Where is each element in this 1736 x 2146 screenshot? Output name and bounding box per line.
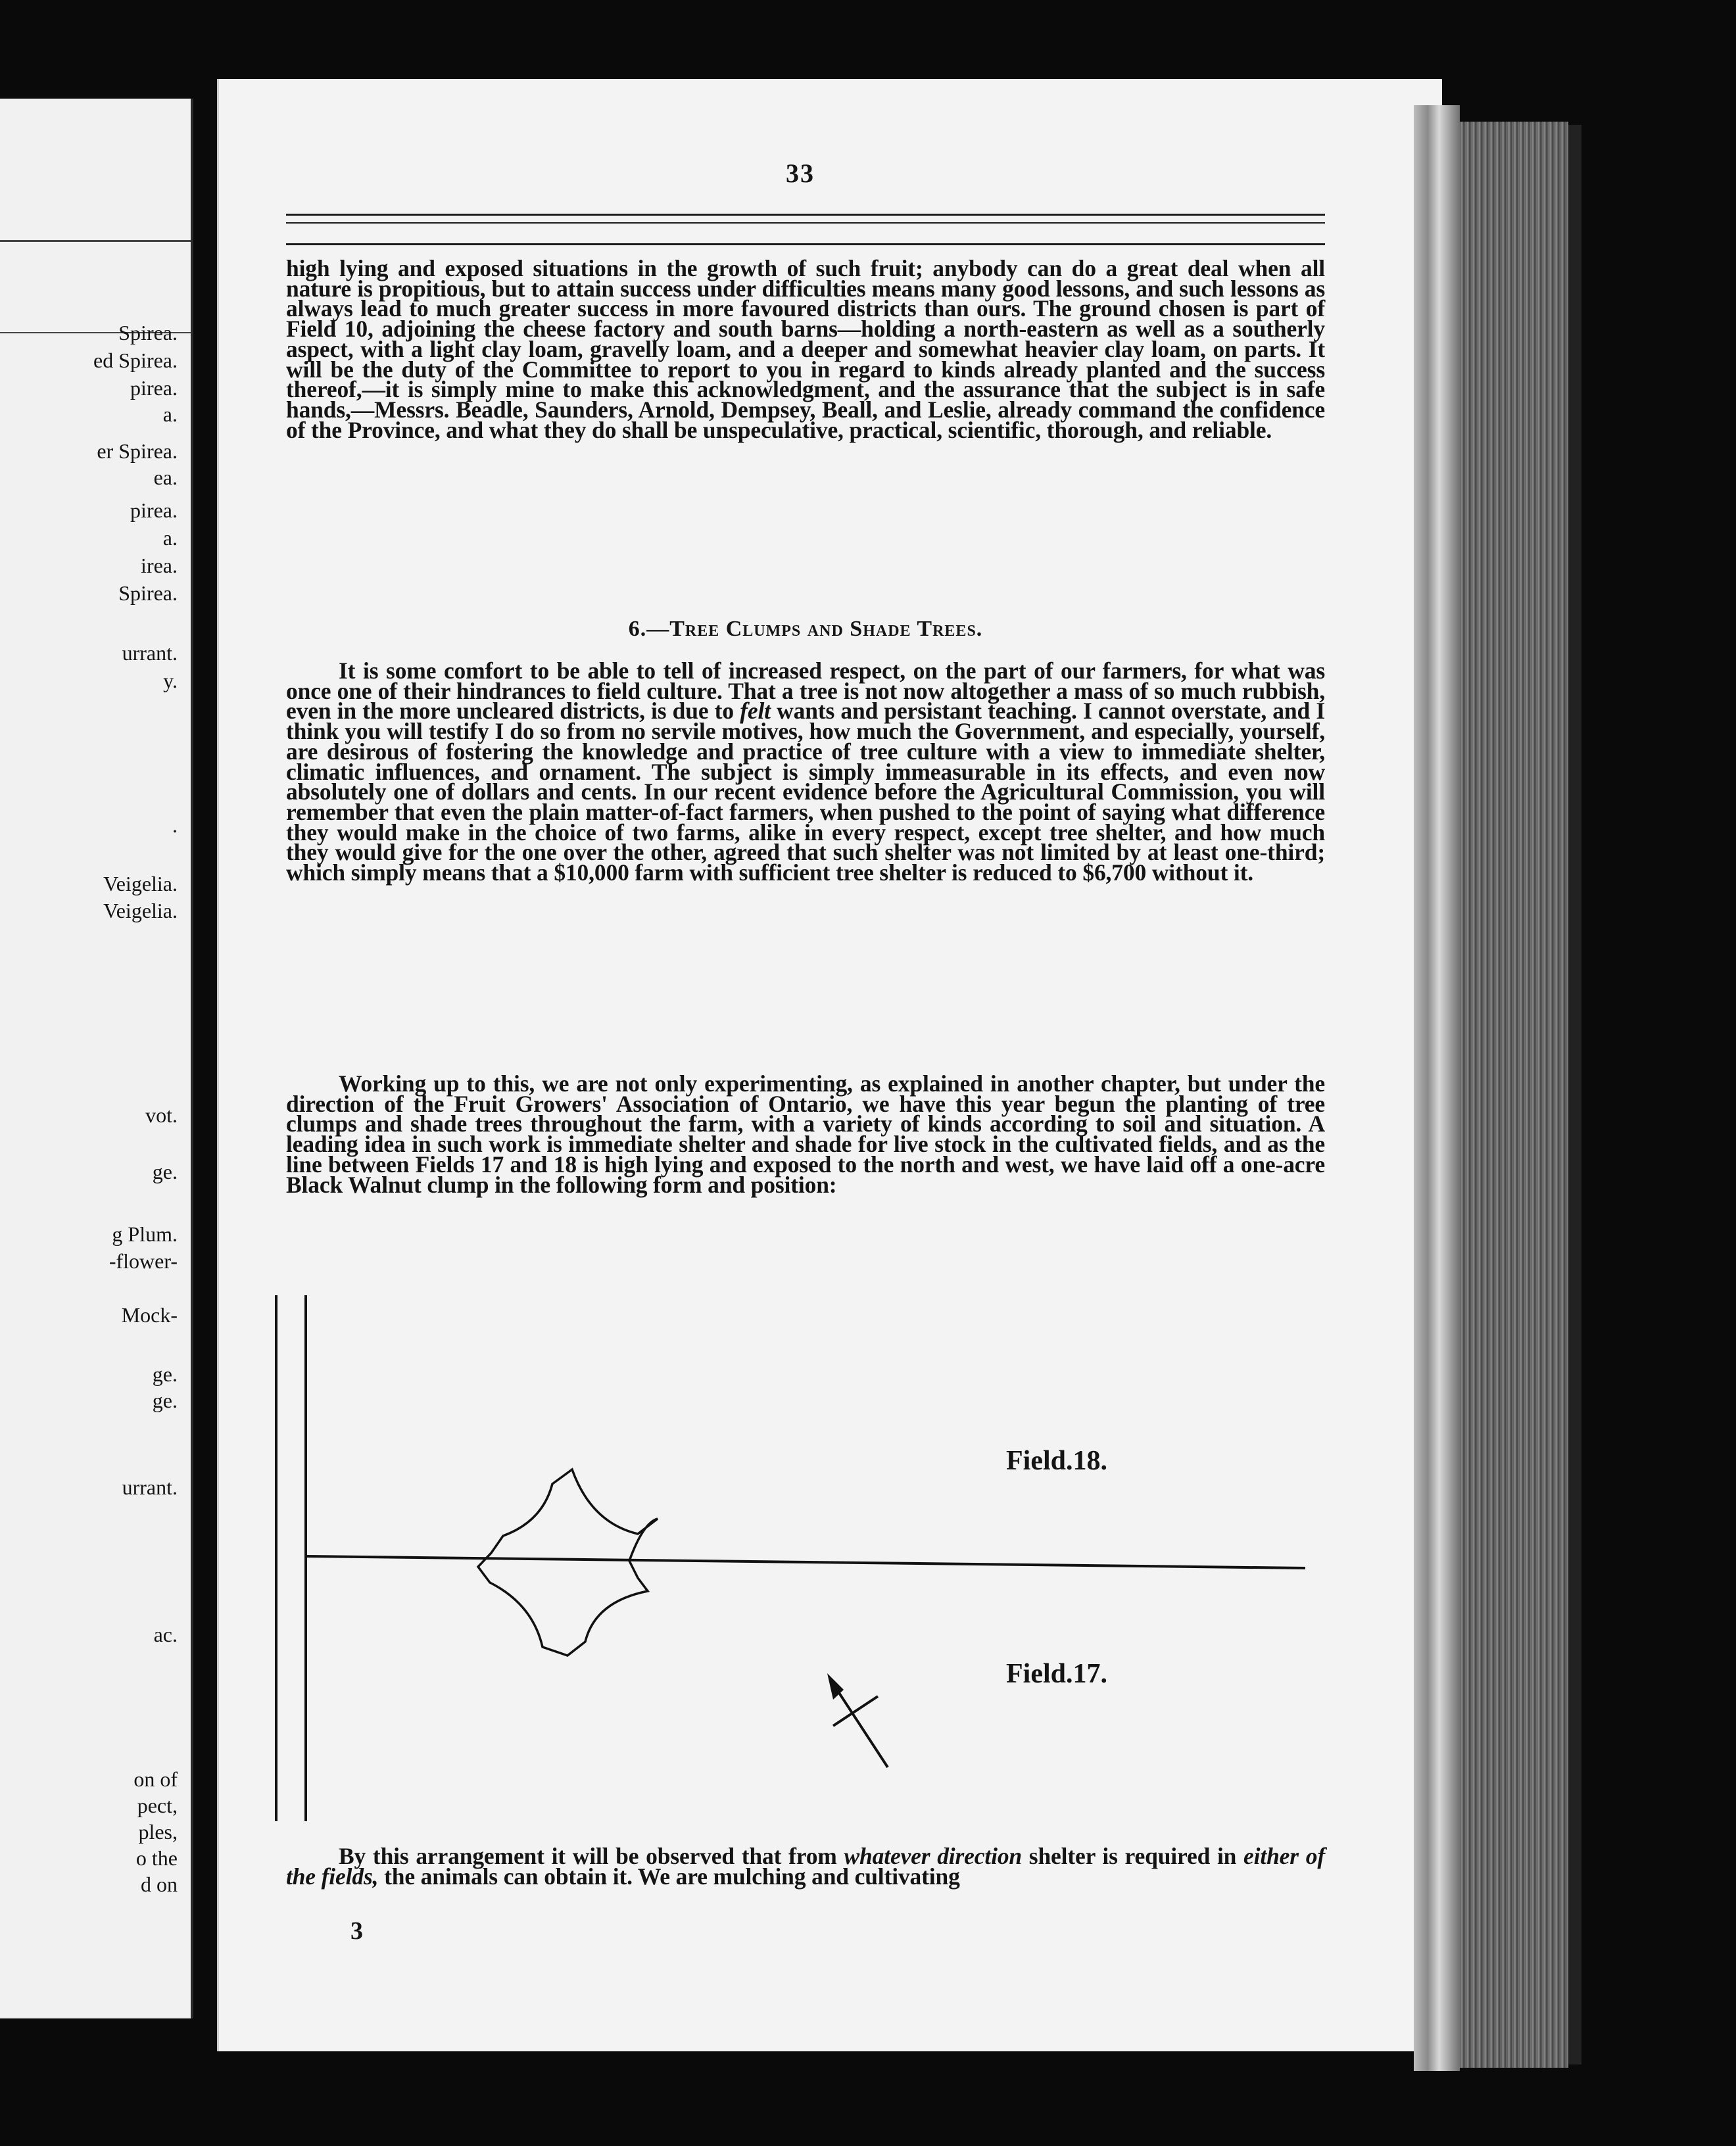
- text-run: By this arrangement it will be observed that from: [339, 1843, 844, 1869]
- text-run: wants and persistant teaching. I cannot overstate, and I think you will testify I do so from no servile motives, how much the Government, and especially, yourself, are desirous of fostering the knowledge and practice of tree culture with a view to immediate shelter, climatic influences, and ornament. The subject is simply immeasurable in its effects, and even now absolutely one of dollars and cents. In our recent evidence before the Agricultural Commission, you will remember that even the plain matter-of-fact farmers, when pushed to the point of saying what difference they would make in the choice of two farms, alike in every respect, except tree shelter, and how much they would give for the one over the other, agreed that such shelter was not limited by at least one-third; which simply means that a $10,000 farm with sufficient tree shelter is reduced to $6,700 without it.: [286, 698, 1325, 886]
- left-page-line: pirea.: [130, 498, 178, 522]
- left-page-line: Veigelia.: [103, 899, 178, 922]
- left-page-line: Spirea.: [118, 581, 178, 605]
- walnut-clump-outline: [478, 1469, 658, 1656]
- left-page-line: Veigelia.: [103, 872, 178, 895]
- header-rule: [286, 214, 1325, 216]
- left-page-line: er Spirea.: [97, 439, 178, 463]
- header-rule-thin: [286, 222, 1325, 224]
- left-page-line: a.: [162, 402, 178, 426]
- book-cover-edge: [1568, 125, 1581, 2064]
- header-rule-bottom: [286, 243, 1325, 245]
- left-page-line: ac.: [153, 1623, 178, 1646]
- paragraph-text: Working up to this, we are not only experimenting, as explained in another chapter, but under the direction of the Fruit Growers' Association of Ontario, we have this year begun the planting of tree clumps and shade trees throughout the farm, with a variety of kinds according to soil and situation. A leading idea in such work is immediate shelter and shade for live stock in the cultivated fields, and as the line between Fields 17 and 18 is high lying and exposed to the north and west, we have laid off a one-acre Black Walnut clump in the following form and position:: [286, 1070, 1325, 1198]
- clump-layout-diagram: [266, 1289, 1332, 1828]
- left-page-line: -flower-: [108, 1249, 178, 1273]
- paragraph-fruit-trial: [286, 255, 1325, 443]
- paragraph-arrangement: [286, 1843, 1325, 1890]
- emphasis-felt: felt: [740, 698, 771, 725]
- left-page-line: Spirea.: [118, 321, 178, 345]
- left-page-line: ea.: [153, 465, 178, 489]
- paragraph-text: [286, 657, 1325, 886]
- field-boundary-line: [306, 1556, 1305, 1568]
- compass-cross-bar: [833, 1696, 878, 1726]
- left-page-line: g Plum.: [112, 1222, 178, 1246]
- gutter: [197, 99, 217, 2018]
- paragraph-working-up: [286, 1070, 1325, 1198]
- section-heading: 6.—Tree Clumps and Shade Trees.: [628, 617, 983, 641]
- left-page-line: y.: [163, 669, 178, 692]
- left-page-line: pect,: [137, 1794, 178, 1817]
- facing-left-page: [0, 99, 193, 2018]
- page-edge-curve: [1414, 105, 1460, 2071]
- left-page-line: .: [172, 813, 178, 837]
- paragraph-text: high lying and exposed situations in the growth of such fruit; anybody can do a great deal when all nature is propitious, but to attain success under difficulties means many good lessons, and such lessons as always lead to much greater success in more favoured districts than ours. The ground chosen is part of Field 10, adjoining the cheese factory and south barns—holding a north-eastern as well as a southerly aspect, with a light clay loam, gravelly loam, and a deeper and somewhat heavier clay loam, on parts. It will be the duty of the Committee to report to you in regard to kinds already planted and the success thereof,—it is simply mine to make this acknowledgment, and the assurance that the subject is in safe hands,—Messrs. Beadle, Saunders, Arnold, Dempsey, Beall, and Leslie, already command the confidence of the Province, and what they do shall be unspeculative, practical, scientific, thorough, and reliable.: [286, 255, 1325, 443]
- field-18-label: Field.18.: [1006, 1446, 1107, 1476]
- left-page-line: ples,: [138, 1820, 178, 1844]
- left-page-line: urrant.: [122, 641, 178, 665]
- left-page-line: ed Spirea.: [93, 348, 178, 372]
- left-page-line: irea.: [141, 554, 178, 577]
- left-page-line: d on: [141, 1872, 178, 1896]
- left-page-line: pirea.: [130, 376, 178, 400]
- compass-arrow-shaft: [832, 1682, 888, 1767]
- left-page-line: urrant.: [122, 1475, 178, 1499]
- left-page-line: ge.: [152, 1160, 178, 1183]
- book-block-edges: [1460, 122, 1568, 2068]
- paragraph-tree-respect: [286, 657, 1325, 886]
- left-page-line: vot.: [145, 1103, 178, 1127]
- text-run: It is some comfort to be able to tell of increased respect, on the part of our farmers, for what was once one of their hindrances to field culture. That a tree is not now altogether a mass of so much rubbish, even in the more uncleared districts, is due to: [286, 657, 1325, 725]
- left-page-line: a.: [162, 526, 178, 550]
- left-page-line: ge.: [152, 1389, 178, 1412]
- emphasis-whatever-direction: whatever direction: [844, 1843, 1023, 1869]
- field-17-label: Field.17.: [1006, 1659, 1107, 1689]
- page-number: 33: [786, 158, 815, 188]
- left-page-line: o the: [135, 1846, 178, 1870]
- left-page-line: Mock-: [121, 1303, 178, 1327]
- text-run: shelter is required in: [1022, 1843, 1244, 1869]
- left-page-text-fragments: [0, 99, 191, 2018]
- text-run: the animals can obtain it. We are mulching and cultivating: [378, 1863, 960, 1890]
- signature-mark: 3: [350, 1917, 363, 1945]
- emphasis-either-of-the-fields: either of the fields,: [286, 1843, 1325, 1890]
- paragraph-text: [286, 1843, 1325, 1890]
- left-page-line: ge.: [152, 1362, 178, 1386]
- left-page-line: on of: [133, 1767, 178, 1791]
